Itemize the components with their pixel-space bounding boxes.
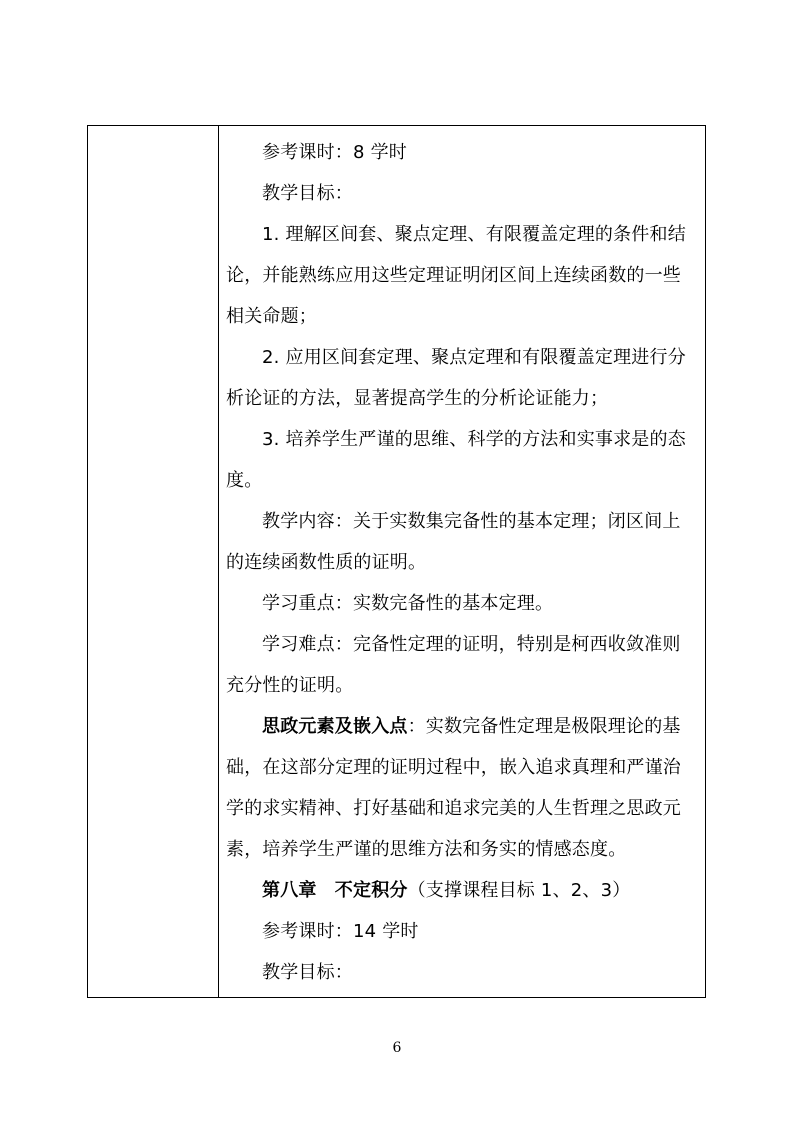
objective-1-line: 相关命题； <box>226 306 317 327</box>
objectives-heading: 教学目标： <box>262 183 353 204</box>
ideology-line: 素，培养学生严谨的思维方法和务实的情感态度。 <box>226 839 627 860</box>
objective-2-line: 析论证的方法，显著提高学生的分析论证能力； <box>226 388 609 409</box>
objectives-heading: 教学目标： <box>262 962 353 983</box>
ideology-label: 思政元素及嵌入点 <box>262 716 408 737</box>
chapter-title: 第八章 不定积分 <box>262 880 408 901</box>
ideology-line: 础，在这部分定理的证明过程中，嵌入追求真理和严谨治 <box>226 757 681 778</box>
hours-line: 参考课时：14 学时 <box>262 921 419 942</box>
content-line: 教学内容：关于实数集完备性的基本定理；闭区间上 <box>262 511 681 532</box>
ideology-line: 思政元素及嵌入点：实数完备性定理是极限理论的基 <box>262 716 681 737</box>
objective-3-line: 度。 <box>226 470 263 491</box>
objective-1-line: 论，并能熟练应用这些定理证明闭区间上连续函数的一些 <box>226 265 681 286</box>
page-number: 6 <box>392 1040 402 1056</box>
content-line: 的连续函数性质的证明。 <box>226 552 427 573</box>
ideology-line: 学的求实精神、打好基础和追求完美的人生哲理之思政元 <box>226 798 681 819</box>
content-cell <box>226 132 701 993</box>
chapter-heading: 第八章 不定积分（支撑课程目标 1、2、3） <box>262 880 631 901</box>
objective-1-line: 1. 理解区间套、聚点定理、有限覆盖定理的条件和结 <box>262 224 686 245</box>
key-points-line: 学习重点：实数完备性的基本定理。 <box>262 593 554 614</box>
syllabus-table <box>87 125 706 998</box>
objective-2-line: 2. 应用区间套定理、聚点定理和有限覆盖定理进行分 <box>262 347 686 368</box>
column-divider <box>218 126 219 997</box>
difficulties-line: 学习难点：完备性定理的证明，特别是柯西收敛准则 <box>262 634 681 655</box>
hours-line: 参考课时：8 学时 <box>262 142 407 163</box>
difficulties-line: 充分性的证明。 <box>226 675 354 696</box>
objective-3-line: 3. 培养学生严谨的思维、科学的方法和实事求是的态 <box>262 429 686 450</box>
